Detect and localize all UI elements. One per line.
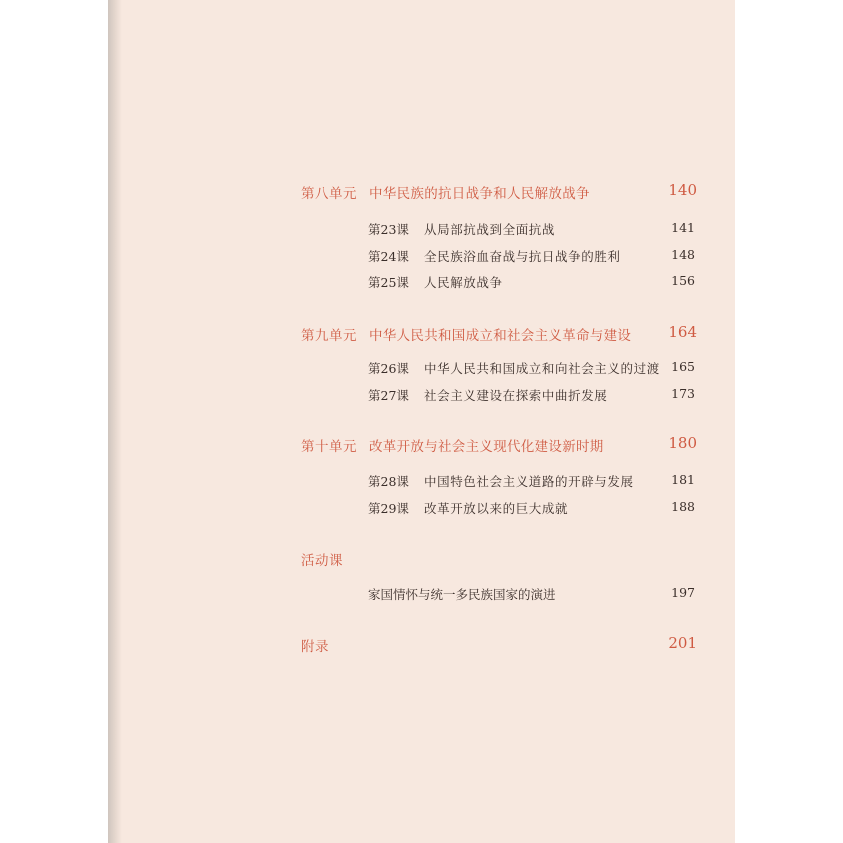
lesson-number: 第25课	[368, 275, 409, 290]
lesson-title: 中华人民共和国成立和向社会主义的过渡	[424, 361, 660, 376]
activity-title: 家国情怀与统一多民族国家的演进	[368, 587, 556, 602]
lesson-number: 第23课	[368, 222, 409, 237]
lesson-title: 社会主义建设在探索中曲折发展	[424, 388, 608, 403]
appendix-page-number: 201	[668, 634, 697, 652]
table-of-contents	[108, 0, 735, 843]
lesson-number: 第27课	[368, 388, 409, 403]
unit-label: 第十单元	[301, 439, 357, 455]
unit-page-number: 164	[668, 323, 697, 341]
lesson-title: 从局部抗战到全面抗战	[424, 222, 556, 237]
activity-page-number: 197	[671, 585, 695, 600]
lesson-title: 中国特色社会主义道路的开辟与发展	[424, 474, 634, 489]
lesson-title: 全民族浴血奋战与抗日战争的胜利	[424, 249, 621, 264]
unit-title: 中华民族的抗日战争和人民解放战争	[369, 186, 590, 202]
unit-label: 第九单元	[301, 328, 357, 344]
lesson-page-number: 165	[671, 359, 695, 374]
lesson-page-number: 148	[671, 247, 695, 262]
unit-title: 改革开放与社会主义现代化建设新时期	[369, 439, 604, 455]
activity-label: 活动课	[301, 553, 343, 569]
lesson-number: 第29课	[368, 501, 409, 516]
lesson-title: 人民解放战争	[424, 275, 503, 290]
unit-label: 第八单元	[301, 186, 357, 202]
appendix-label: 附录	[301, 639, 329, 655]
lesson-page-number: 156	[671, 273, 695, 288]
lesson-page-number: 173	[671, 386, 695, 401]
lesson-number: 第26课	[368, 361, 409, 376]
lesson-title: 改革开放以来的巨大成就	[424, 501, 569, 516]
unit-page-number: 140	[668, 181, 697, 199]
unit-title: 中华人民共和国成立和社会主义革命与建设	[369, 328, 632, 344]
lesson-number: 第24课	[368, 249, 409, 264]
unit-page-number: 180	[668, 434, 697, 452]
lesson-number: 第28课	[368, 474, 409, 489]
lesson-page-number: 181	[671, 472, 695, 487]
lesson-page-number: 141	[671, 220, 695, 235]
lesson-page-number: 188	[671, 499, 695, 514]
book-page	[108, 0, 735, 843]
